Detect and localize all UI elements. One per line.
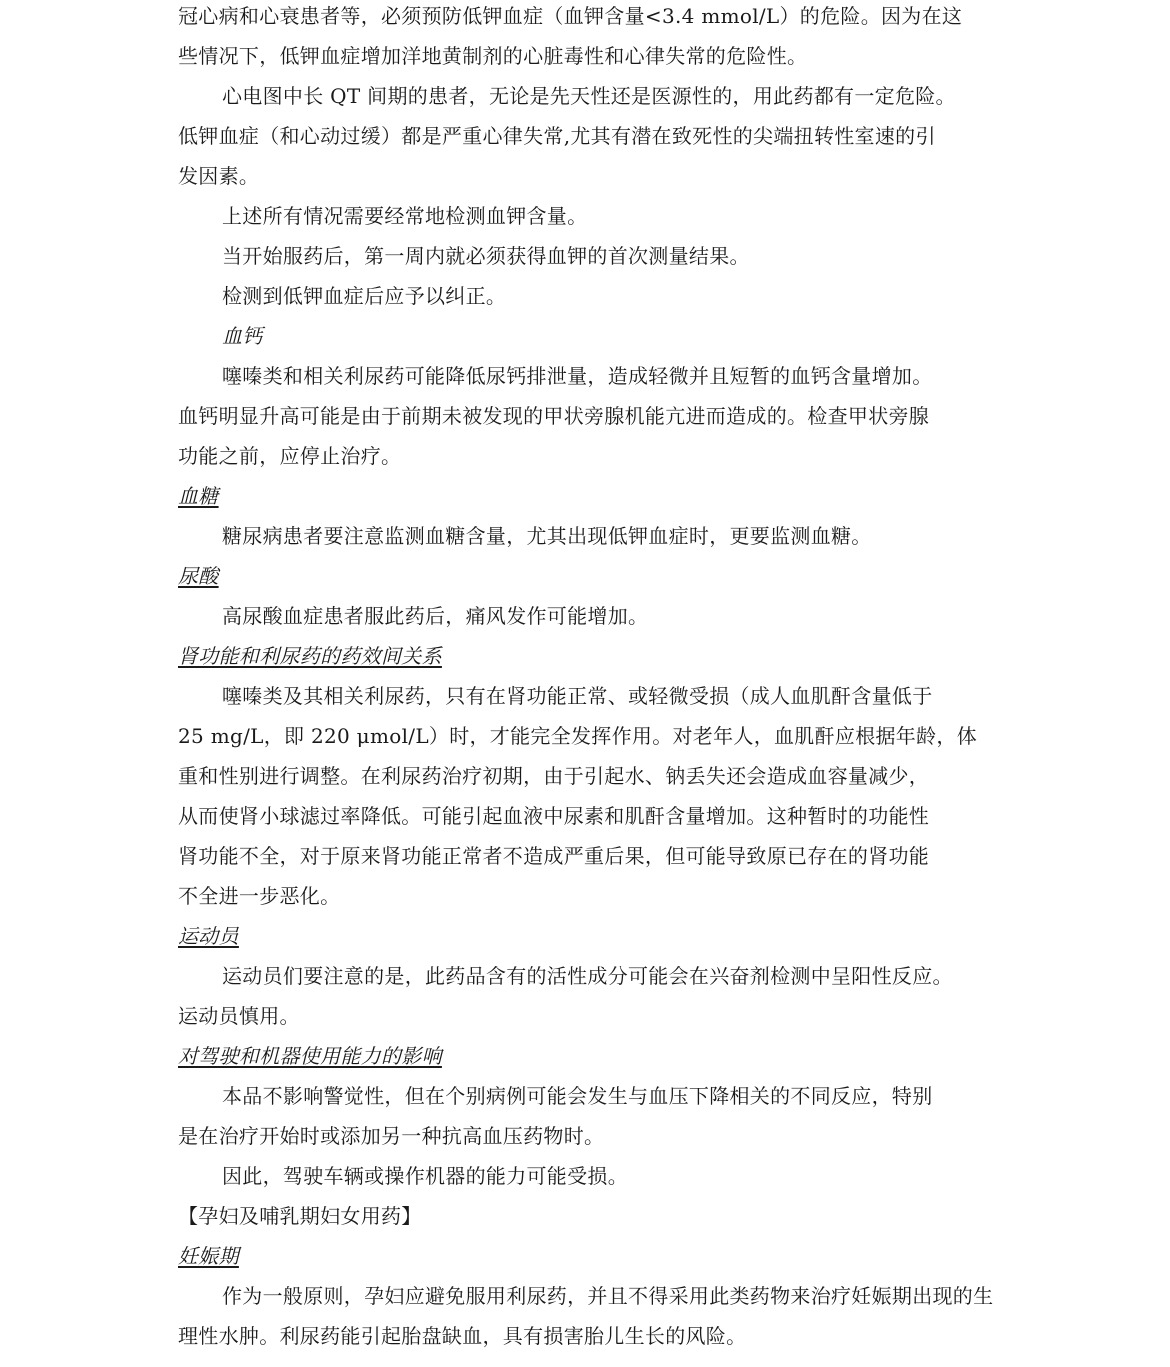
paragraph-start: 作为一般原则，孕妇应避免服用利尿药，并且不得采用此类药物来治疗妊娠期出现的生 [222, 1284, 994, 1308]
section-title-pregnancy-lactation: 【孕妇及哺乳期妇女用药】 [178, 1204, 422, 1228]
text-line: 血钙明显升高可能是由于前期未被发现的甲状旁腺机能亢进而造成的。检查甲状旁腺 [178, 404, 930, 428]
text-line: 些情况下，低钾血症增加洋地黄制剂的心脏毒性和心律失常的危险性。 [178, 44, 808, 68]
text-line: 从而使肾小球滤过率降低。可能引起血液中尿素和肌酐含量增加。这种暂时的功能性 [178, 804, 930, 828]
section-heading-driving: 对驾驶和机器使用能力的影响 [178, 1044, 442, 1068]
paragraph-start: 噻嗪类及其相关利尿药，只有在肾功能正常、或轻微受损（成人血肌酐含量低于 [222, 684, 933, 708]
text-line: 低钾血症（和心动过缓）都是严重心律失常,尤其有潜在致死性的尖端扭转性室速的引 [178, 124, 936, 148]
section-heading-pregnancy: 妊娠期 [178, 1244, 239, 1268]
paragraph-start: 高尿酸血症患者服此药后，痛风发作可能增加。 [222, 604, 649, 628]
text-line: 运动员慎用。 [178, 1004, 300, 1028]
section-heading-athletes: 运动员 [178, 924, 239, 948]
section-heading-uric-acid: 尿酸 [178, 564, 219, 588]
paragraph-start: 上述所有情况需要经常地检测血钾含量。 [222, 204, 588, 228]
paragraph-start: 运动员们要注意的是，此药品含有的活性成分可能会在兴奋剂检测中呈阳性反应。 [222, 964, 953, 988]
text-line: 冠心病和心衰患者等，必须预防低钾血症（血钾含量<3.4 mmol/L）的危险。因为在这 [178, 4, 963, 28]
text-line: 理性水肿。利尿药能引起胎盘缺血，具有损害胎儿生长的风险。 [178, 1324, 747, 1348]
paragraph-start: 噻嗪类和相关利尿药可能降低尿钙排泄量，造成轻微并且短暂的血钙含量增加。 [222, 364, 933, 388]
subheading-blood-calcium: 血钙 [222, 324, 263, 348]
paragraph-start: 本品不影响警觉性，但在个别病例可能会发生与血压下降相关的不同反应，特别 [222, 1084, 933, 1108]
text-line: 不全进一步恶化。 [178, 884, 341, 908]
paragraph-start: 检测到低钾血症后应予以纠正。 [222, 284, 507, 308]
text-line: 是在治疗开始时或添加另一种抗高血压药物时。 [178, 1124, 605, 1148]
paragraph-start: 糖尿病患者要注意监测血糖含量，尤其出现低钾血症时，更要监测血糖。 [222, 524, 872, 548]
document-page [178, 0, 998, 1356]
paragraph-start: 因此，驾驶车辆或操作机器的能力可能受损。 [222, 1164, 628, 1188]
section-heading-renal-function: 肾功能和利尿药的药效间关系 [178, 644, 442, 668]
text-line: 功能之前，应停止治疗。 [178, 444, 402, 468]
paragraph-start: 心电图中长 QT 间期的患者，无论是先天性还是医源性的，用此药都有一定危险。 [222, 84, 956, 108]
text-line: 肾功能不全，对于原来肾功能正常者不造成严重后果，但可能导致原已存在的肾功能 [178, 844, 930, 868]
paragraph-start: 当开始服药后，第一周内就必须获得血钾的首次测量结果。 [222, 244, 750, 268]
text-line: 重和性别进行调整。在利尿药治疗初期，由于引起水、钠丢失还会造成血容量减少， [178, 764, 930, 788]
text-line: 发因素。 [178, 164, 260, 188]
section-heading-blood-sugar: 血糖 [178, 484, 219, 508]
text-line: 25 mg/L，即 220 μmol/L）时，才能完全发挥作用。对老年人，血肌酐应根据年龄，体 [178, 724, 978, 748]
